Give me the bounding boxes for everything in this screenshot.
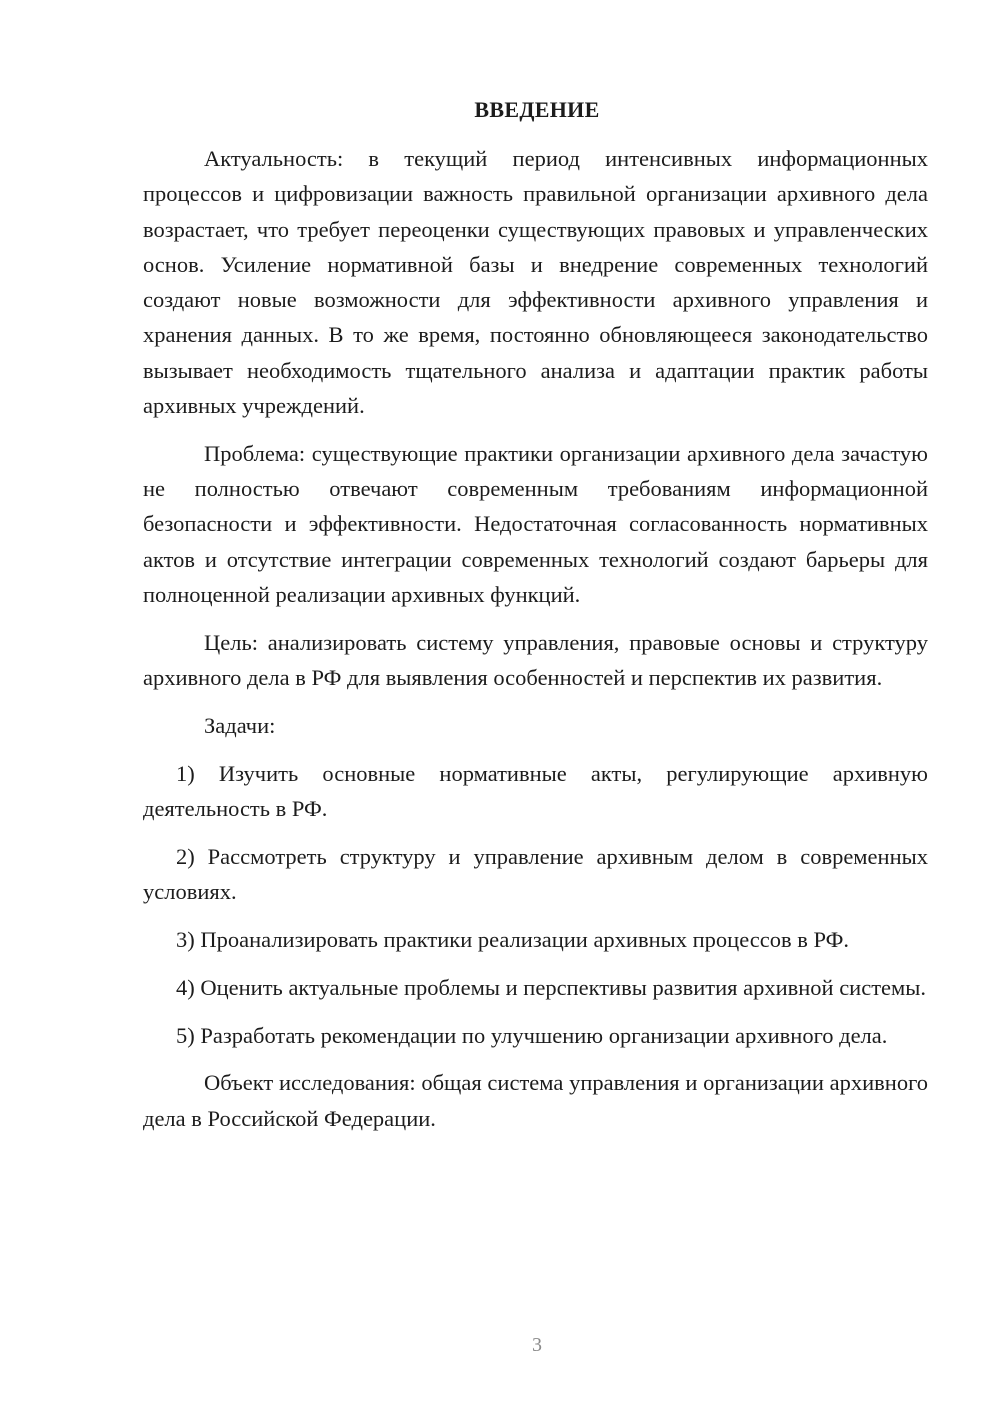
page-number: 3 xyxy=(532,1334,542,1356)
paragraph-tasks-heading: Задачи: xyxy=(204,712,276,738)
task-item-5: 5) Разработать рекомендации по улучшению организации архивного дела. xyxy=(176,1022,888,1048)
task-item-3: 3) Проанализировать практики реализации архивных процессов в РФ. xyxy=(176,926,850,952)
document-body xyxy=(143,141,928,1136)
page-title: ВВЕДЕНИЕ xyxy=(474,97,600,122)
task-item-4: 4) Оценить актуальные проблемы и перспективы развития архивной системы. xyxy=(176,974,927,1000)
task-item-1: 1) Изучить основные нормативные акты, регулирующие архивную деятельность в РФ. xyxy=(143,760,928,822)
paragraph-object: Объект исследования: общая система управления и организации архивного дела в Российской Федерации. xyxy=(143,1070,928,1131)
paragraph-relevance: Актуальность: в текущий период интенсивных информационных процессов и цифровизации важность правильной организации архивного дела возрастает, что требует переоценки существующих правовых и управленческих основ. Усиление нормативной базы и внедрение современных технологий создают новые возможности для эффективности архивного управления и хранения данных. В то же время, постоянно обновляющееся законодательство вызывает необходимость тщательного анализа и адаптации практик работы архивных учреждений. xyxy=(143,146,928,419)
task-item-2: 2) Рассмотреть структуру и управление архивным делом в современных условиях. xyxy=(143,843,928,905)
paragraph-problem: Проблема: существующие практики организации архивного дела зачастую не полностью отвечают современным требованиям информационной безопасности и эффективности. Недостаточная согласованность нормативных актов и отсутствие интеграции современных технологий создают барьеры для полноценной реализации архивных функций. xyxy=(143,440,928,608)
paragraph-goal: Цель: анализировать систему управления, правовые основы и структуру архивного дела в РФ для выявления особенностей и перспектив их развития. xyxy=(143,629,928,691)
